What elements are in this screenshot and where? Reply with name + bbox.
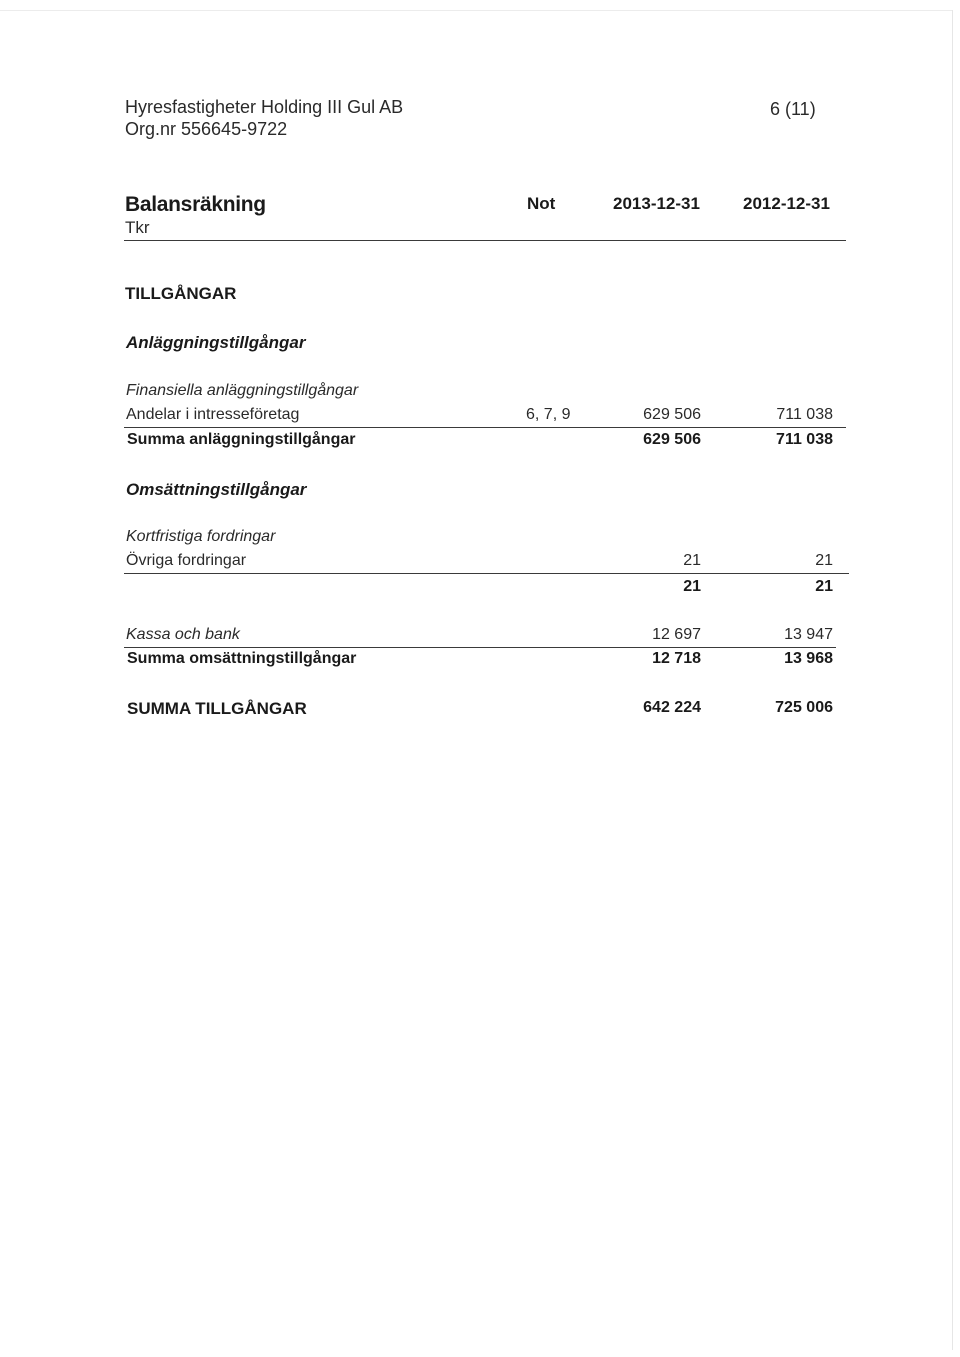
- sum-current-assets-2013: 12 718: [652, 650, 701, 667]
- row-divider: [124, 647, 836, 648]
- unit-label: Tkr: [125, 218, 150, 237]
- subsection-heading-financial: Finansiella anläggningstillgångar: [126, 382, 359, 399]
- value-other-receivables-2012: 21: [815, 552, 833, 569]
- page-number: 6 (11): [770, 99, 816, 119]
- statement-title: Balansräkning: [125, 193, 266, 216]
- column-header-2013: 2013-12-31: [613, 194, 700, 213]
- org-number: Org.nr 556645-9722: [125, 119, 288, 139]
- total-assets-2013: 642 224: [643, 699, 701, 716]
- value-shares-associates-2013: 629 506: [643, 406, 701, 423]
- sum-label-fixed-assets: Summa anläggningstillgångar: [127, 431, 356, 448]
- header-divider: [124, 240, 846, 241]
- sum-current-assets-2012: 13 968: [784, 650, 833, 667]
- company-name: Hyresfastigheter Holding III Gul AB: [125, 97, 404, 117]
- total-assets-label: SUMMA TILLGÅNGAR: [127, 699, 307, 718]
- column-header-note: Not: [527, 194, 556, 213]
- section-heading-assets: TILLGÅNGAR: [125, 284, 237, 303]
- section-heading-current-assets: Omsättningstillgångar: [126, 480, 307, 499]
- sum-label-current-assets: Summa omsättningstillgångar: [127, 650, 357, 667]
- row-label-cash: Kassa och bank: [126, 626, 240, 643]
- row-label-shares-associates: Andelar i intresseföretag: [126, 406, 300, 423]
- column-header-2012: 2012-12-31: [743, 194, 830, 213]
- page-edge: [952, 10, 953, 1350]
- row-note-shares-associates: 6, 7, 9: [526, 406, 571, 423]
- value-shares-associates-2012: 711 038: [776, 406, 833, 423]
- sum-receivables-2013: 21: [683, 578, 701, 595]
- section-heading-fixed-assets: Anläggningstillgångar: [126, 333, 306, 352]
- sum-fixed-assets-2012: 711 038: [776, 431, 833, 448]
- row-divider: [124, 427, 846, 428]
- value-cash-2012: 13 947: [784, 626, 833, 643]
- page-edge: [0, 10, 952, 11]
- sum-receivables-2012: 21: [815, 578, 833, 595]
- total-assets-2012: 725 006: [775, 699, 833, 716]
- value-cash-2013: 12 697: [652, 626, 701, 643]
- sum-fixed-assets-2013: 629 506: [643, 431, 701, 448]
- row-divider: [124, 573, 849, 574]
- value-other-receivables-2013: 21: [683, 552, 701, 569]
- row-label-other-receivables: Övriga fordringar: [126, 552, 247, 569]
- subsection-heading-receivables: Kortfristiga fordringar: [126, 528, 276, 545]
